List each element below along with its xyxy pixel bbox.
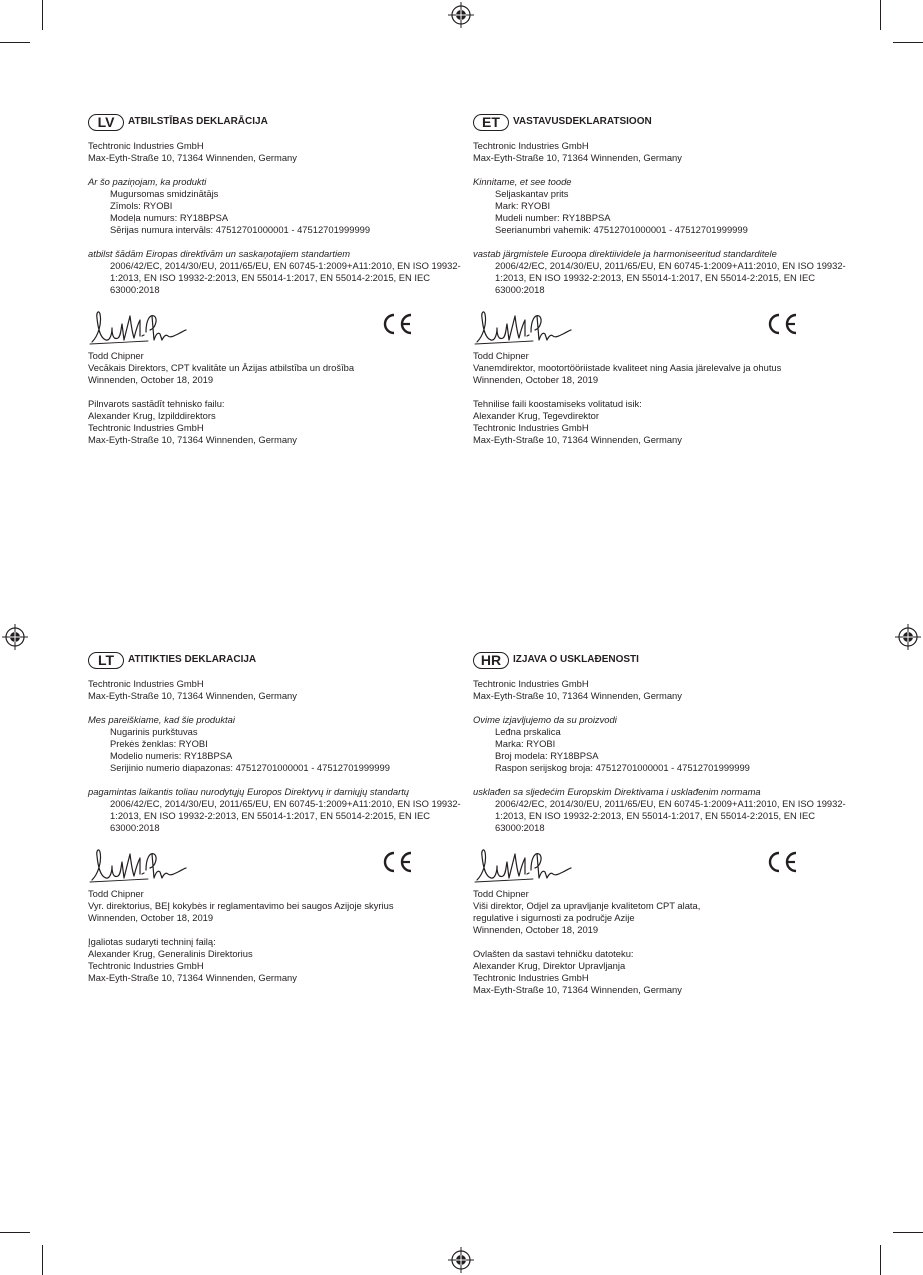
technical-file-line: Techtronic Industries GmbH bbox=[473, 972, 589, 983]
declaration-intro: Ovime izjavljujemo da su proizvodi bbox=[473, 714, 617, 725]
standards-list: 2006/42/EC, 2014/30/EU, 2011/65/EU, EN 60745-1:2009+A11:2010, EN ISO 19932-1:2013, EN ISO 19932-2:2013, EN 55014-1:2017, EN 55014-2:2015, EN IEC 63000:2018 bbox=[495, 260, 846, 295]
signer-block bbox=[473, 888, 853, 936]
company-name: Techtronic Industries GmbH bbox=[88, 678, 204, 689]
declaration-hr bbox=[473, 650, 853, 996]
declaration-title: IZJAVA O USKLAĐENOSTI bbox=[513, 654, 639, 665]
product-line: Mark: RYOBI bbox=[495, 200, 551, 211]
technical-file-block bbox=[473, 398, 853, 446]
technical-file-line: Techtronic Industries GmbH bbox=[88, 960, 204, 971]
declaration-lv bbox=[88, 112, 468, 446]
product-line: Seerianumbri vahemik: 47512701000001 - 47512701999999 bbox=[495, 224, 748, 235]
signature-row bbox=[473, 306, 853, 350]
crop-mark bbox=[880, 0, 881, 30]
technical-file-block bbox=[88, 398, 468, 446]
signature-icon bbox=[473, 844, 573, 886]
company-name: Techtronic Industries GmbH bbox=[473, 678, 589, 689]
signer-line: regulative i sigurnosti za područje Azije bbox=[473, 912, 635, 923]
technical-file-line: Alexander Krug, Izpilddirektors bbox=[88, 410, 216, 421]
signer-line: Vyr. direktorius, BEĮ kokybės ir reglamentavimo bei saugos Azijoje skyrius bbox=[88, 900, 394, 911]
crop-mark bbox=[0, 1232, 30, 1233]
registration-mark-icon bbox=[895, 624, 921, 650]
conformity-statement: usklađen sa sljedećim Europskim Direktivama i usklađenim normama bbox=[473, 786, 761, 797]
technical-file-line: Įgaliotas sudaryti techninį failą: bbox=[88, 936, 216, 947]
technical-file-block bbox=[88, 936, 468, 984]
declaration-intro: Ar šo paziņojam, ka produkti bbox=[88, 176, 207, 187]
registration-mark-icon bbox=[448, 2, 474, 28]
registration-mark-icon bbox=[448, 1247, 474, 1273]
signature-icon bbox=[473, 306, 573, 348]
crop-mark bbox=[893, 42, 923, 43]
declaration-title: VASTAVUSDEKLARATSIOON bbox=[513, 116, 652, 127]
crop-mark bbox=[880, 1245, 881, 1275]
signer-line: Winnenden, October 18, 2019 bbox=[88, 912, 214, 923]
product-line: Serijinio numerio diapazonas: 47512701000001 - 47512701999999 bbox=[110, 762, 390, 773]
ce-mark-icon bbox=[765, 850, 799, 874]
signature-row bbox=[473, 844, 853, 888]
signer-block bbox=[473, 350, 853, 386]
ce-mark-icon bbox=[380, 312, 414, 336]
product-line: Prekės ženklas: RYOBI bbox=[110, 738, 208, 749]
conformity-statement: atbilst šādām Eiropas direktīvām un saskaņotajiem standartiem bbox=[88, 248, 351, 259]
language-badge: LT bbox=[88, 652, 124, 669]
product-line: Broj modela: RY18BPSA bbox=[495, 750, 599, 761]
signer-line: Todd Chipner bbox=[88, 350, 144, 361]
signer-line: Vecākais Direktors, CPT kvalitāte un Āzijas atbilstība un drošība bbox=[88, 362, 355, 373]
signature-row bbox=[88, 306, 468, 350]
language-badge: LV bbox=[88, 114, 124, 131]
conformity-statement: vastab järgmistele Euroopa direktiividele ja harmoniseeritud standarditele bbox=[473, 248, 777, 259]
technical-file-line: Alexander Krug, Direktor Upravljanja bbox=[473, 960, 626, 971]
company-name: Techtronic Industries GmbH bbox=[88, 140, 204, 151]
product-line: Mudeli number: RY18BPSA bbox=[495, 212, 611, 223]
technical-file-line: Max-Eyth-Straße 10, 71364 Winnenden, Germany bbox=[88, 434, 297, 445]
registration-mark-icon bbox=[2, 624, 28, 650]
crop-mark bbox=[0, 42, 30, 43]
language-badge: HR bbox=[473, 652, 509, 669]
technical-file-line: Max-Eyth-Straße 10, 71364 Winnenden, Germany bbox=[88, 972, 297, 983]
signer-line: Winnenden, October 18, 2019 bbox=[473, 374, 599, 385]
signature-icon bbox=[88, 844, 188, 886]
declaration-intro: Kinnitame, et see toode bbox=[473, 176, 572, 187]
signer-line: Winnenden, October 18, 2019 bbox=[88, 374, 214, 385]
company-address: Max-Eyth-Straße 10, 71364 Winnenden, Germany bbox=[473, 690, 682, 701]
signer-line: Todd Chipner bbox=[473, 888, 529, 899]
signer-line: Todd Chipner bbox=[88, 888, 144, 899]
declaration-lt bbox=[88, 650, 468, 984]
technical-file-line: Alexander Krug, Tegevdirektor bbox=[473, 410, 599, 421]
product-line: Zīmols: RYOBI bbox=[110, 200, 173, 211]
declaration-intro: Mes pareiškiame, kad šie produktai bbox=[88, 714, 235, 725]
product-line: Raspon serijskog broja: 47512701000001 - 47512701999999 bbox=[495, 762, 750, 773]
product-line: Marka: RYOBI bbox=[495, 738, 556, 749]
standards-list: 2006/42/EC, 2014/30/EU, 2011/65/EU, EN 60745-1:2009+A11:2010, EN ISO 19932-1:2013, EN ISO 19932-2:2013, EN 55014-1:2017, EN 55014-2:2015, EN IEC 63000:2018 bbox=[495, 798, 846, 833]
product-line: Nugarinis purkštuvas bbox=[110, 726, 198, 737]
ce-mark-icon bbox=[380, 850, 414, 874]
technical-file-line: Ovlašten da sastavi tehničku datoteku: bbox=[473, 948, 634, 959]
declaration-header bbox=[473, 650, 853, 670]
standards-list: 2006/42/EC, 2014/30/EU, 2011/65/EU, EN 60745-1:2009+A11:2010, EN ISO 19932-1:2013, EN ISO 19932-2:2013, EN 55014-1:2017, EN 55014-2:2015, EN IEC 63000:2018 bbox=[110, 260, 461, 295]
company-address: Max-Eyth-Straße 10, 71364 Winnenden, Germany bbox=[88, 690, 297, 701]
technical-file-line: Max-Eyth-Straße 10, 71364 Winnenden, Germany bbox=[473, 984, 682, 995]
signer-line: Winnenden, October 18, 2019 bbox=[473, 924, 599, 935]
signer-line: Viši direktor, Odjel za upravljanje kvalitetom CPT alata, bbox=[473, 900, 701, 911]
technical-file-line: Tehnilise faili koostamiseks volitatud isik: bbox=[473, 398, 642, 409]
product-line: Leđna prskalica bbox=[495, 726, 561, 737]
signer-line: Vanemdirektor, mootortööriistade kvaliteet ning Aasia järelevalve ja ohutus bbox=[473, 362, 782, 373]
conformity-statement: pagamintas laikantis toliau nurodytųjų Europos Direktyvų ir darniųjų standartų bbox=[88, 786, 410, 797]
product-line: Modeļa numurs: RY18BPSA bbox=[110, 212, 229, 223]
declaration-title: ATITIKTIES DEKLARACIJA bbox=[128, 654, 257, 665]
company-address: Max-Eyth-Straße 10, 71364 Winnenden, Germany bbox=[473, 152, 682, 163]
standards-list: 2006/42/EC, 2014/30/EU, 2011/65/EU, EN 60745-1:2009+A11:2010, EN ISO 19932-1:2013, EN ISO 19932-2:2013, EN 55014-1:2017, EN 55014-2:2015, EN IEC 63000:2018 bbox=[110, 798, 461, 833]
declaration-header bbox=[88, 650, 468, 670]
company-name: Techtronic Industries GmbH bbox=[473, 140, 589, 151]
declaration-header bbox=[473, 112, 853, 132]
signer-line: Todd Chipner bbox=[473, 350, 529, 361]
ce-mark-icon bbox=[765, 312, 799, 336]
signer-block bbox=[88, 350, 468, 386]
product-line: Mugursomas smidzinātājs bbox=[110, 188, 219, 199]
product-line: Seljaskantav prits bbox=[495, 188, 569, 199]
crop-mark bbox=[42, 0, 43, 30]
product-line: Sērijas numura intervāls: 47512701000001 - 47512701999999 bbox=[110, 224, 371, 235]
technical-file-line: Pilnvarots sastādīt tehnisko failu: bbox=[88, 398, 225, 409]
crop-mark bbox=[893, 1232, 923, 1233]
signature-row bbox=[88, 844, 468, 888]
technical-file-line: Techtronic Industries GmbH bbox=[88, 422, 204, 433]
technical-file-line: Alexander Krug, Generalinis Direktorius bbox=[88, 948, 253, 959]
product-line: Modelio numeris: RY18BPSA bbox=[110, 750, 233, 761]
declaration-et bbox=[473, 112, 853, 446]
technical-file-line: Max-Eyth-Straße 10, 71364 Winnenden, Germany bbox=[473, 434, 682, 445]
language-badge: ET bbox=[473, 114, 509, 131]
declaration-title: ATBILSTĪBAS DEKLARĀCIJA bbox=[128, 116, 268, 127]
crop-mark bbox=[42, 1245, 43, 1275]
declaration-header bbox=[88, 112, 468, 132]
technical-file-block bbox=[473, 948, 853, 996]
company-address: Max-Eyth-Straße 10, 71364 Winnenden, Germany bbox=[88, 152, 297, 163]
signer-block bbox=[88, 888, 468, 924]
technical-file-line: Techtronic Industries GmbH bbox=[473, 422, 589, 433]
signature-icon bbox=[88, 306, 188, 348]
